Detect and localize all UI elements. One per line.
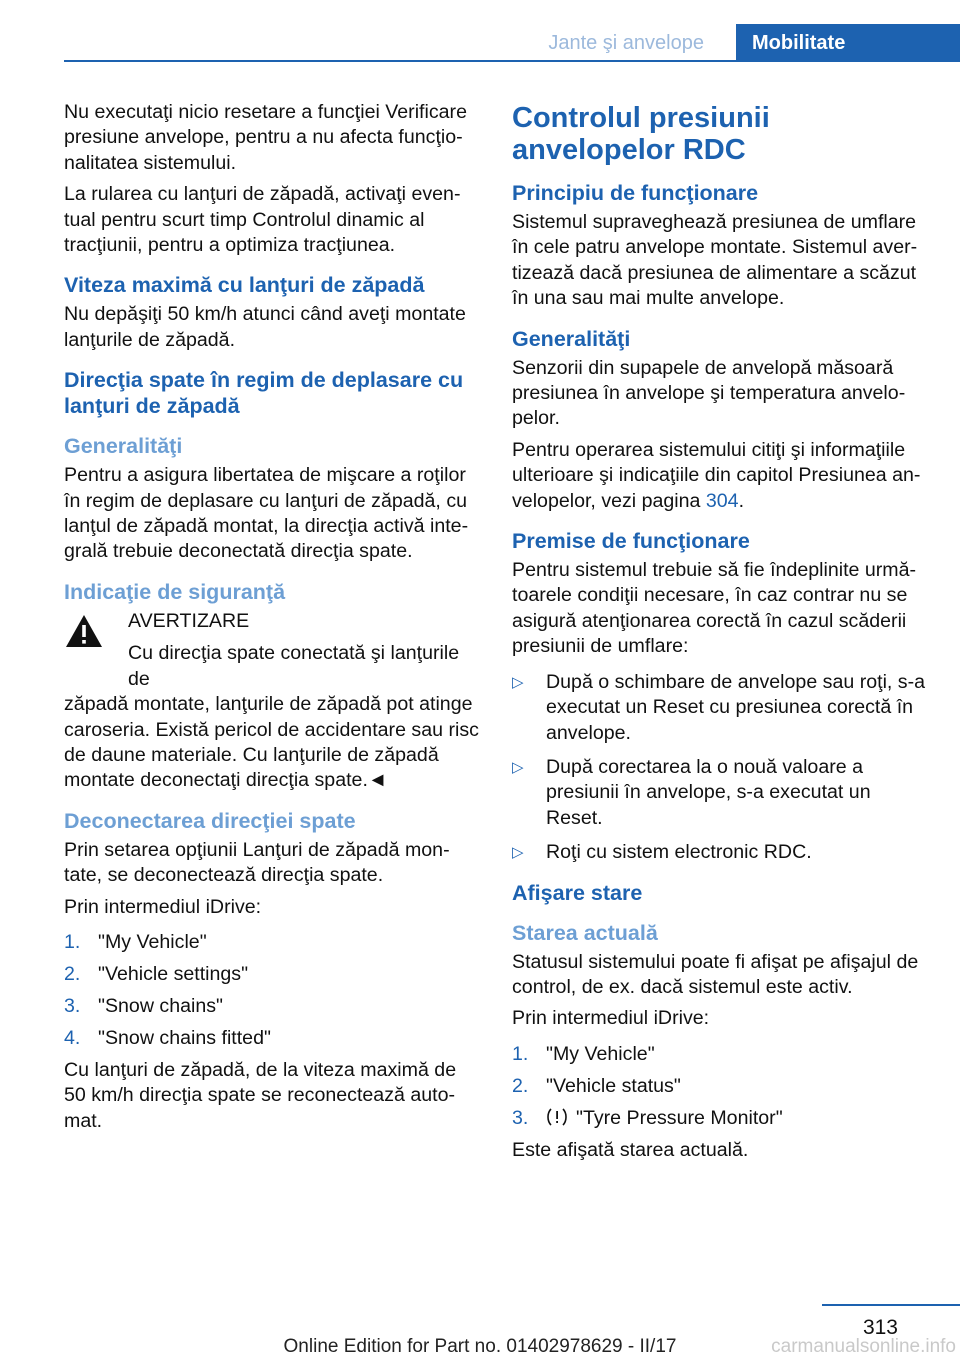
paragraph-idrive-right: Prin intermediul iDrive: bbox=[512, 1007, 710, 1030]
steps-list-right bbox=[512, 1042, 928, 1131]
list-item: 2. "Vehicle status" bbox=[512, 1074, 681, 1097]
heading-disconnect: Deconectarea direcţiei spate bbox=[64, 808, 356, 833]
conditions-list bbox=[512, 670, 928, 866]
paragraph-max-speed: Nu depăşiţi 50 km/h atunci când aveţi montate lanţurile de zăpadă. bbox=[64, 303, 466, 351]
paragraph-premise: Pentru sistemul trebuie să fie îndeplinite următoarele condiţii necesare, în caz contrar nu se asigură atenţionarea corectă în cazul scăderii presiunii de umflare: bbox=[512, 559, 917, 658]
heading-safety-note: Indicaţie de siguranţă bbox=[64, 579, 286, 604]
tyre-pressure-icon bbox=[546, 1107, 568, 1127]
page-reference-link[interactable]: 304 bbox=[705, 489, 739, 512]
triangle-bullet-icon: ▷ bbox=[512, 844, 524, 862]
list-item: ▷ După corectarea la o nouă valoare a presiunii în anvelope, s-a executat un Reset. bbox=[512, 755, 871, 829]
list-item: 3. "Snow chains" bbox=[64, 994, 224, 1017]
paragraph-reconnect: Cu lanţuri de zăpadă, de la viteza maximă de 50 km/h direcţia spate se reconectează automat. bbox=[64, 1058, 457, 1132]
header-section-title: Jante şi anvelope bbox=[548, 32, 704, 54]
warning-text: zăpadă montate, lanţurile de zăpadă pot atinge caroseria. Există pericol de accidentare sau risc de daune materiale. Cu lanţurile de zăpadă montate deconectaţi direcţia spate.◄ bbox=[64, 693, 479, 792]
heading-premise: Premise de funcţionare bbox=[512, 529, 750, 554]
heading-current-status: Starea actuală bbox=[512, 920, 658, 945]
heading-general-right: Generalităţi bbox=[512, 326, 631, 351]
paragraph-no-reset: Nu executaţi nicio resetare a funcţiei Verificare presiune anvelope, pentru a nu afecta funcţionalitatea sistemului. bbox=[64, 101, 467, 174]
paragraph-idrive-left: Prin intermediul iDrive: bbox=[64, 895, 262, 918]
heading-max-speed: Viteza maximă cu lanţuri de zăpadă bbox=[64, 273, 425, 298]
heading-general-left: Generalităţi bbox=[64, 434, 183, 459]
paragraph-see-page: Pentru operarea sistemului citiţi şi informaţiile ulterioare şi indicaţiile din capitol Presiunea anvelopelor, vezi pagina 304. bbox=[512, 438, 921, 512]
triangle-bullet-icon: ▷ bbox=[512, 758, 524, 776]
paragraph-sensors: Senzorii din supapele de anvelopă măsoară presiunea în anvelope şi temperatura anvelopelor. bbox=[512, 356, 906, 430]
footer-rule bbox=[822, 1304, 960, 1306]
warning-text-first-line: Cu direcţia spate conectată şi lanţurile de bbox=[128, 642, 460, 690]
paragraph-traction: La rularea cu lanţuri de zăpadă, activaţi eventual pentru scurt timp Controlul dinamic al tracţiunii, pentru a optimiza tracţiunea. bbox=[64, 183, 461, 257]
paragraph-status: Statusul sistemului poate fi afişat pe afişajul de control, de ex. dacă sistemul este activ. bbox=[512, 950, 919, 998]
page-number: 313 bbox=[862, 1316, 898, 1339]
warning-title: AVERTIZARE bbox=[128, 609, 250, 632]
watermark: carmanualsonline.info bbox=[771, 1336, 956, 1357]
header-chapter-tab: Mobilitate bbox=[736, 24, 960, 62]
list-item: 4. "Snow chains fitted" bbox=[64, 1026, 271, 1049]
footer-edition: Online Edition for Part no. 01402978629 - II/17 bbox=[283, 1336, 677, 1357]
list-item: 3. "Tyre Pressure Monitor" bbox=[512, 1106, 783, 1129]
list-item: 1. "My Vehicle" bbox=[512, 1042, 655, 1065]
warning-box bbox=[64, 609, 480, 794]
page-header bbox=[64, 24, 960, 62]
paragraph-principle: Sistemul supraveghează presiunea de umflare în cele patru anvelope montate. Sistemul avertizează dacă presiunea de alimentare a scăzut în una sau mai multe anvelope. bbox=[512, 211, 918, 310]
list-item: ▷ După o schimbare de anvelope sau roţi, s-a executat un Reset cu presiunea corectă în anvelope. bbox=[512, 670, 926, 744]
heading-status-display: Afişare stare bbox=[512, 880, 643, 905]
list-item: 2. "Vehicle settings" bbox=[64, 962, 249, 985]
paragraph-disconnect: Prin setarea opţiunii Lanţuri de zăpadă montate, se deconectează direcţia spate. bbox=[64, 838, 450, 887]
heading-rear-steering: Direcţia spate în regim de deplasare cu lanţuri de zăpadă bbox=[64, 368, 464, 419]
steps-list-left bbox=[64, 930, 480, 1051]
list-item: 1. "My Vehicle" bbox=[64, 930, 207, 953]
paragraph-general-left: Pentru a asigura libertatea de mişcare a roţilor în regim de deplasare cu lanţuri de zăpadă, cu lanţul de zăpadă montat, la direcţia activă integrală trebuie deconectată direcţia spate. bbox=[64, 464, 469, 563]
paragraph-current-status: Este afişată starea actuală. bbox=[512, 1138, 749, 1161]
triangle-bullet-icon: ▷ bbox=[512, 673, 524, 691]
right-column bbox=[512, 100, 928, 1169]
heading-rdc: Controlul presiunii anvelopelor RDC bbox=[512, 102, 770, 166]
list-item: ▷ Roţi cu sistem electronic RDC. bbox=[512, 840, 928, 865]
warning-triangle-icon bbox=[64, 613, 104, 649]
left-column bbox=[64, 100, 480, 1140]
heading-principle: Principiu de funcţionare bbox=[512, 181, 759, 205]
